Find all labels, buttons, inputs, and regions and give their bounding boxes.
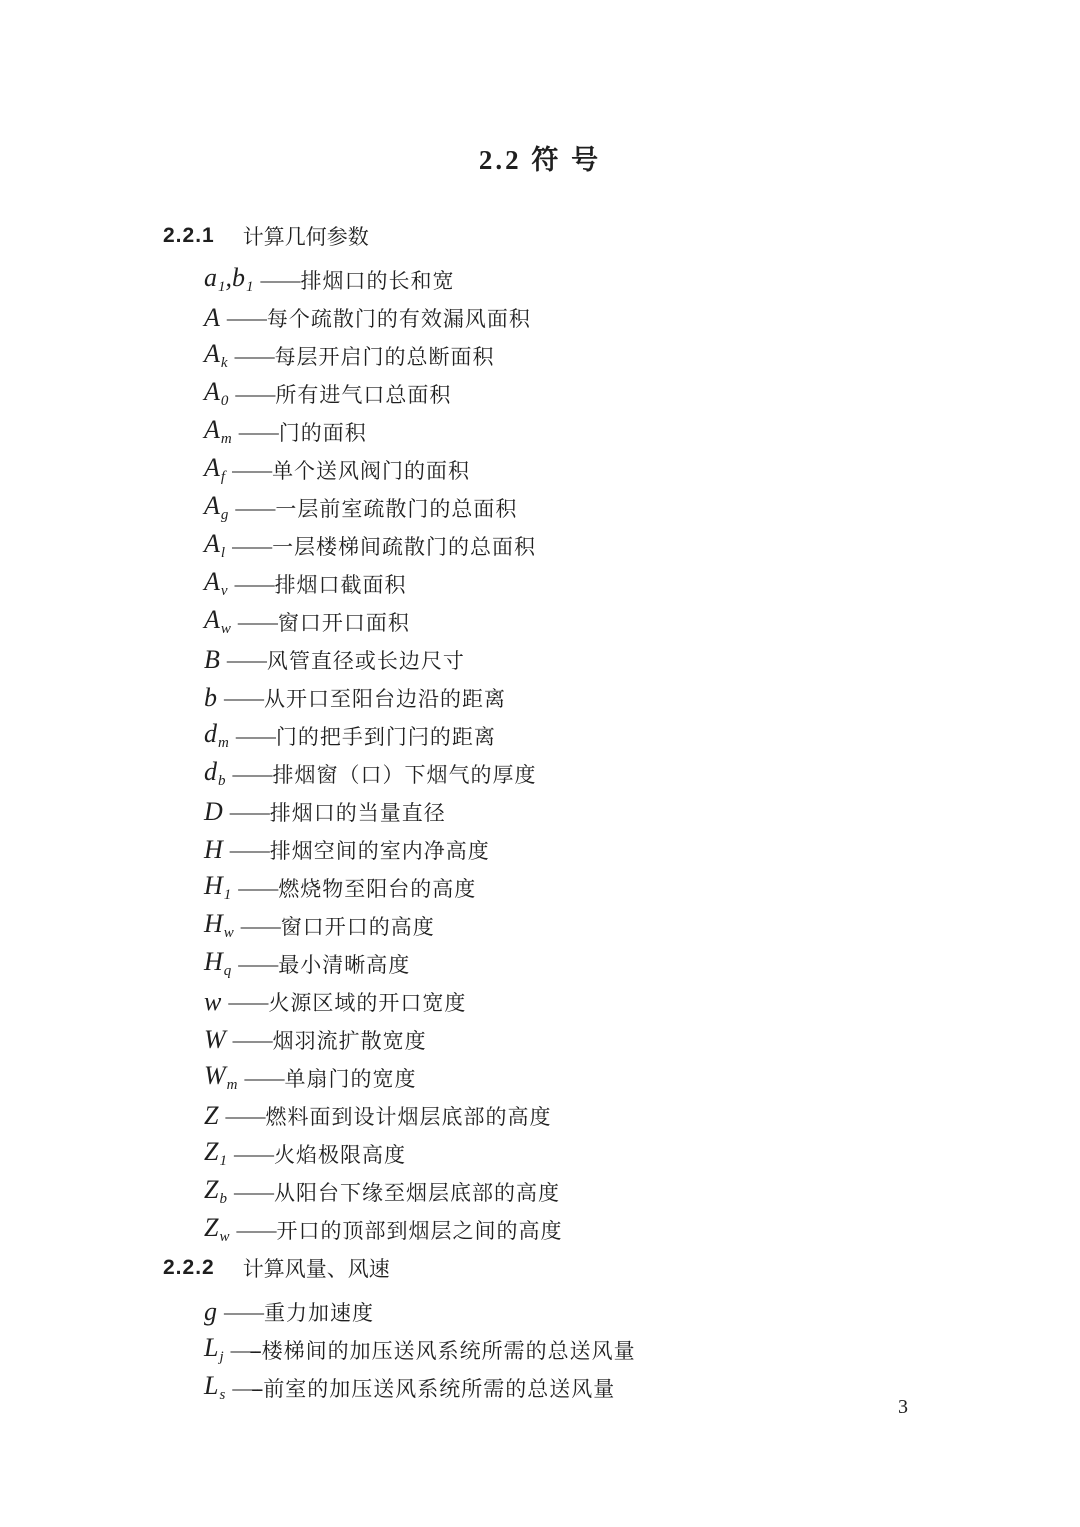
dash: —-- xyxy=(230,1337,260,1362)
symbol: $W_m$ xyxy=(204,1061,238,1093)
symbol-description: 烟羽流扩散宽度 xyxy=(272,1029,427,1053)
symbol-entry xyxy=(204,451,1080,489)
symbol-entry xyxy=(204,983,1080,1021)
section-heading xyxy=(163,1253,1080,1283)
dash: —— xyxy=(232,457,271,482)
dash: —— xyxy=(225,1103,264,1128)
symbol: $A_v$ xyxy=(204,567,228,599)
dash: —— xyxy=(238,951,277,976)
dash: —— xyxy=(224,1299,262,1324)
symbol-description: 一层楼梯间疏散门的总面积 xyxy=(272,535,537,559)
symbol: $L_j$ xyxy=(204,1333,224,1365)
symbol: D xyxy=(204,797,223,826)
section-number: 2.2.2 xyxy=(163,1256,215,1279)
symbol-description: 一层前室疏散门的总面积 xyxy=(275,497,518,521)
symbol: b xyxy=(204,683,217,712)
symbol: $A_k$ xyxy=(204,339,228,371)
dash: —— xyxy=(233,1179,272,1204)
symbol-description: 单个送风阀门的面积 xyxy=(272,459,471,483)
symbol: $L_s$ xyxy=(204,1371,226,1403)
symbol-description: 从开口至阳台边沿的距离 xyxy=(264,687,506,711)
symbol-entry xyxy=(204,1021,1080,1059)
dash: —— xyxy=(235,495,274,520)
symbol-description: 最小清晰高度 xyxy=(278,953,411,977)
dash: —— xyxy=(224,685,262,710)
page-title: 2.2 符 号 xyxy=(478,145,602,175)
symbol-description: 窗口开口面积 xyxy=(277,611,410,635)
symbol-entry xyxy=(204,755,1080,793)
symbol: H xyxy=(204,835,223,864)
symbol: $H_w$ xyxy=(204,909,234,941)
dash: —— xyxy=(232,761,271,786)
symbol: $d_b$ xyxy=(204,757,226,789)
symbol-description: 重力加速度 xyxy=(264,1301,374,1325)
dash: —— xyxy=(240,913,279,938)
symbol-entry xyxy=(204,907,1080,945)
section-number: 2.2.1 xyxy=(163,224,215,247)
page-number: 3 xyxy=(898,1396,908,1418)
symbol: $H_q$ xyxy=(204,947,232,979)
symbol-description: 门的面积 xyxy=(278,421,367,445)
symbol: $Z_w$ xyxy=(204,1213,230,1245)
dash: —— xyxy=(226,305,265,330)
section-geometry-parameters xyxy=(0,221,1080,1249)
symbol-entry xyxy=(204,1097,1080,1135)
symbol-entry xyxy=(204,337,1080,375)
dash: —— xyxy=(234,571,273,596)
symbol-entry xyxy=(204,945,1080,983)
symbol-entry xyxy=(204,603,1080,641)
section-title: 计算几何参数 xyxy=(242,225,369,249)
symbol: w xyxy=(204,987,222,1016)
dash: —— xyxy=(238,419,277,444)
dash: —— xyxy=(238,875,277,900)
symbol-entry xyxy=(204,717,1080,755)
symbol: g xyxy=(204,1297,217,1326)
dash: —-- xyxy=(232,1375,262,1400)
symbol-entry xyxy=(204,1059,1080,1097)
symbol-description: 每层开启门的总断面积 xyxy=(274,345,495,369)
section-heading xyxy=(163,221,1080,251)
symbol: $Z_b$ xyxy=(204,1175,227,1207)
symbol-entry xyxy=(204,565,1080,603)
symbol-entry xyxy=(204,413,1080,451)
symbol-description: 单扇门的宽度 xyxy=(284,1067,417,1091)
symbol-list xyxy=(204,1293,1080,1407)
dash: —— xyxy=(235,723,274,748)
symbol: Z xyxy=(204,1101,219,1130)
symbol: $A_w$ xyxy=(204,605,231,637)
symbol-entry xyxy=(204,641,1080,679)
symbol-description: 排烟窗（口）下烟气的厚度 xyxy=(272,763,537,787)
symbol-entry xyxy=(204,375,1080,413)
symbol: $a_1,b_1$ xyxy=(204,263,254,295)
section-title: 计算风量、风速 xyxy=(242,1257,390,1281)
symbol-description: 开口的顶部到烟层之间的高度 xyxy=(276,1219,563,1243)
symbol: $A_0$ xyxy=(204,377,229,409)
dash: —— xyxy=(235,381,274,406)
dash: —— xyxy=(234,343,273,368)
symbol-entry xyxy=(204,1293,1080,1331)
symbol-entry xyxy=(204,793,1080,831)
symbol: $A_g$ xyxy=(204,491,229,523)
symbol-description: 排烟口的长和宽 xyxy=(300,269,455,293)
symbol-description: 每个疏散门的有效漏风面积 xyxy=(266,307,531,331)
dash: —— xyxy=(232,1027,271,1052)
symbol-description: 排烟空间的室内净高度 xyxy=(269,839,490,863)
symbol-entry xyxy=(204,261,1080,299)
dash: —— xyxy=(229,837,268,862)
symbol: A xyxy=(204,303,220,332)
symbol: B xyxy=(204,645,220,674)
symbol-description: 火焰极限高度 xyxy=(273,1143,406,1167)
dash: —— xyxy=(228,989,267,1014)
dash: —— xyxy=(237,609,276,634)
symbol-description: 窗口开口的高度 xyxy=(280,915,435,939)
symbol: $Z_1$ xyxy=(204,1137,227,1169)
symbol-description: 排烟口截面积 xyxy=(274,573,407,597)
symbol-entry xyxy=(204,1173,1080,1211)
section-air-volume-velocity xyxy=(0,1253,1080,1407)
symbol-entry xyxy=(204,679,1080,717)
symbol-description: 排烟口的当量直径 xyxy=(269,801,446,825)
symbol-entry xyxy=(204,527,1080,565)
dash: —— xyxy=(229,799,268,824)
symbol: $A_l$ xyxy=(204,529,226,561)
symbol-description: 所有进气口总面积 xyxy=(275,383,452,407)
symbol-entry xyxy=(204,489,1080,527)
symbol-entry xyxy=(204,1331,1080,1369)
symbol: $A_m$ xyxy=(204,415,232,447)
symbol-description: 楼梯间的加压送风系统所需的总送风量 xyxy=(261,1339,636,1363)
symbol: $d_m$ xyxy=(204,719,229,751)
dash: —— xyxy=(244,1065,283,1090)
dash: —— xyxy=(260,267,299,292)
symbol-description: 燃料面到设计烟层底部的高度 xyxy=(265,1105,552,1129)
symbol-entry xyxy=(204,831,1080,869)
symbol-description: 门的把手到门闩的距离 xyxy=(275,725,496,749)
symbol-description: 风管直径或长边尺寸 xyxy=(266,649,465,673)
symbol-entry xyxy=(204,1135,1080,1173)
dash: —— xyxy=(232,533,271,558)
symbol-entry xyxy=(204,299,1080,337)
dash: —— xyxy=(233,1141,272,1166)
symbol: W xyxy=(204,1025,226,1054)
symbol: $H_1$ xyxy=(204,871,232,903)
symbol-entry xyxy=(204,1211,1080,1249)
symbol-entry xyxy=(204,1369,1080,1407)
symbol-description: 燃烧物至阳台的高度 xyxy=(278,877,477,901)
dash: —— xyxy=(236,1217,275,1242)
dash: —— xyxy=(226,647,265,672)
symbol-entry xyxy=(204,869,1080,907)
symbol-description: 前室的加压送风系统所需的总送风量 xyxy=(263,1377,616,1401)
symbol-list xyxy=(204,261,1080,1249)
symbol-description: 从阳台下缘至烟层底部的高度 xyxy=(273,1181,560,1205)
symbol-description: 火源区域的开口宽度 xyxy=(268,991,467,1015)
symbol: $A_f$ xyxy=(204,453,226,485)
